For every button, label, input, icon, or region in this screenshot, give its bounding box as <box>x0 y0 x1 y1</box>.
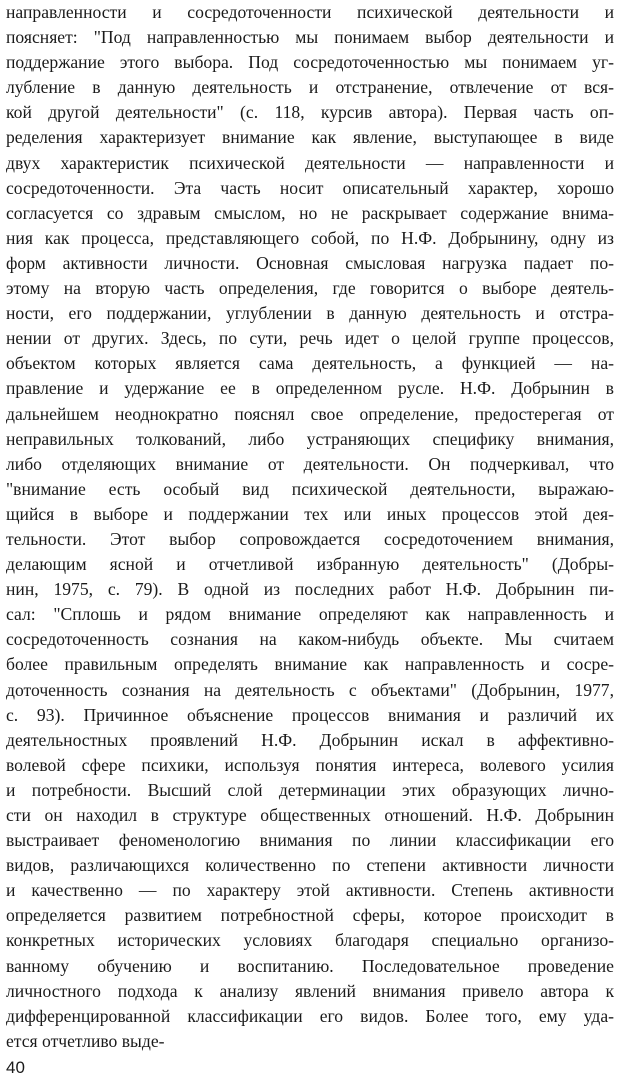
text-line: щийся в выборе и поддержании тех или иных процессов этой дея- <box>6 503 614 524</box>
text-line: "внимание есть особый вид психической деятельности, выражаю- <box>6 478 614 499</box>
text-line: форм активности личности. Основная смысловая нагрузка падает по- <box>6 252 614 273</box>
text-line: ванному обучению и воспитанию. Последовательное проведение <box>6 955 614 976</box>
text-line: делающим ясной и отчетливой избранную деятельность" (Добры- <box>6 554 614 575</box>
text-line: волевой сфере психики, используя понятия интереса, волевого усилия <box>6 754 614 775</box>
text-line: ределения характеризует внимание как явление, выступающее в виде <box>6 127 614 148</box>
text-line: лубление в данную деятельность и отстранение, отвлечение от вся- <box>6 77 614 98</box>
text-line: ется отчетливо выде- <box>6 1030 165 1051</box>
text-line: сал: "Сплошь и рядом внимание определяют как направленность и <box>6 604 614 625</box>
text-line: сосредоточенность сознания на каком-нибудь объекте. Мы считаем <box>6 629 614 650</box>
text-line: дальнейшем неоднократно пояснял свое определение, предостерегая от <box>6 403 614 424</box>
text-line: правление и удержание ее в определенном русле. Н.Ф. Добрынин в <box>6 378 614 399</box>
text-line: нении от других. Здесь, по сути, речь идет о целой группе процессов, <box>6 328 614 349</box>
text-line: дифференцированной классификации его видов. Более того, ему уда- <box>6 1005 614 1026</box>
text-line: сти он находил в структуре общественных отношений. Н.Ф. Добрынин <box>6 805 614 825</box>
text-line: согласуется со здравым смыслом, но не раскрывает содержание внима- <box>6 202 614 223</box>
text-line: нин, 1975, с. 79). В одной из последних работ Н.Ф. Добрынин пи- <box>6 579 614 600</box>
text-line: двух характеристик психической деятельности — направленности и <box>6 152 614 173</box>
text-line: и потребности. Высший слой детерминации этих образующих лично- <box>6 779 614 800</box>
text-line: неправильных толкований, либо устраняющих специфику внимания, <box>6 428 614 449</box>
text-line: с. 93). Причинное объяснение процессов внимания и различий их <box>6 704 614 725</box>
text-line: выстраивает феноменологию внимания по линии классификации его <box>6 830 614 851</box>
text-line: личностного подхода к анализу явлений внимания привело автора к <box>6 980 614 1001</box>
body-text <box>6 0 614 1054</box>
text-line: ности, его поддержании, углублении в данную деятельность и отстра- <box>6 303 614 324</box>
text-line: доточенность сознания на деятельность с объектами" (Добрынин, 1977, <box>6 679 614 700</box>
text-line: направленности и сосредоточенности психической деятельности и <box>6 2 614 22</box>
text-line: более правильным определять внимание как направленность и сосре- <box>6 654 614 675</box>
text-line: ния как процесса, представляющего собой, по Н.Ф. Добрынину, одну из <box>6 227 614 248</box>
text-line: видов, различающихся количественно по степени активности личности <box>6 855 614 876</box>
text-line: объектом которых является сама деятельность, а функцией — на- <box>6 353 614 374</box>
text-line: кой другой деятельности" (с. 118, курсив автора). Первая часть оп- <box>6 102 614 123</box>
text-line: поддержание этого выбора. Под сосредоточенностью мы понимаем уг- <box>6 52 614 73</box>
text-line: деятельностных проявлений Н.Ф. Добрынин искал в аффективно- <box>6 729 614 750</box>
text-line: поясняет: "Под направленностью мы понимаем выбор деятельности и <box>6 27 614 48</box>
text-line: сосредоточенности. Эта часть носит описательный характер, хорошо <box>6 177 614 198</box>
text-line: либо отделяющих внимание от деятельности. Он подчеркивал, что <box>6 453 614 474</box>
text-line: тельности. Этот выбор сопровождается сосредоточением внимания, <box>6 528 614 549</box>
page-number: 40 <box>6 1058 25 1077</box>
text-line: этому на вторую часть определения, где говорится о выборе деятель- <box>6 278 614 299</box>
text-line: и качественно — по характеру этой активности. Степень активности <box>6 880 614 901</box>
text-line: определяется развитием потребностной сферы, которое происходит в <box>6 905 614 926</box>
text-line: конкретных исторических условиях благодаря специально организо- <box>6 930 614 951</box>
